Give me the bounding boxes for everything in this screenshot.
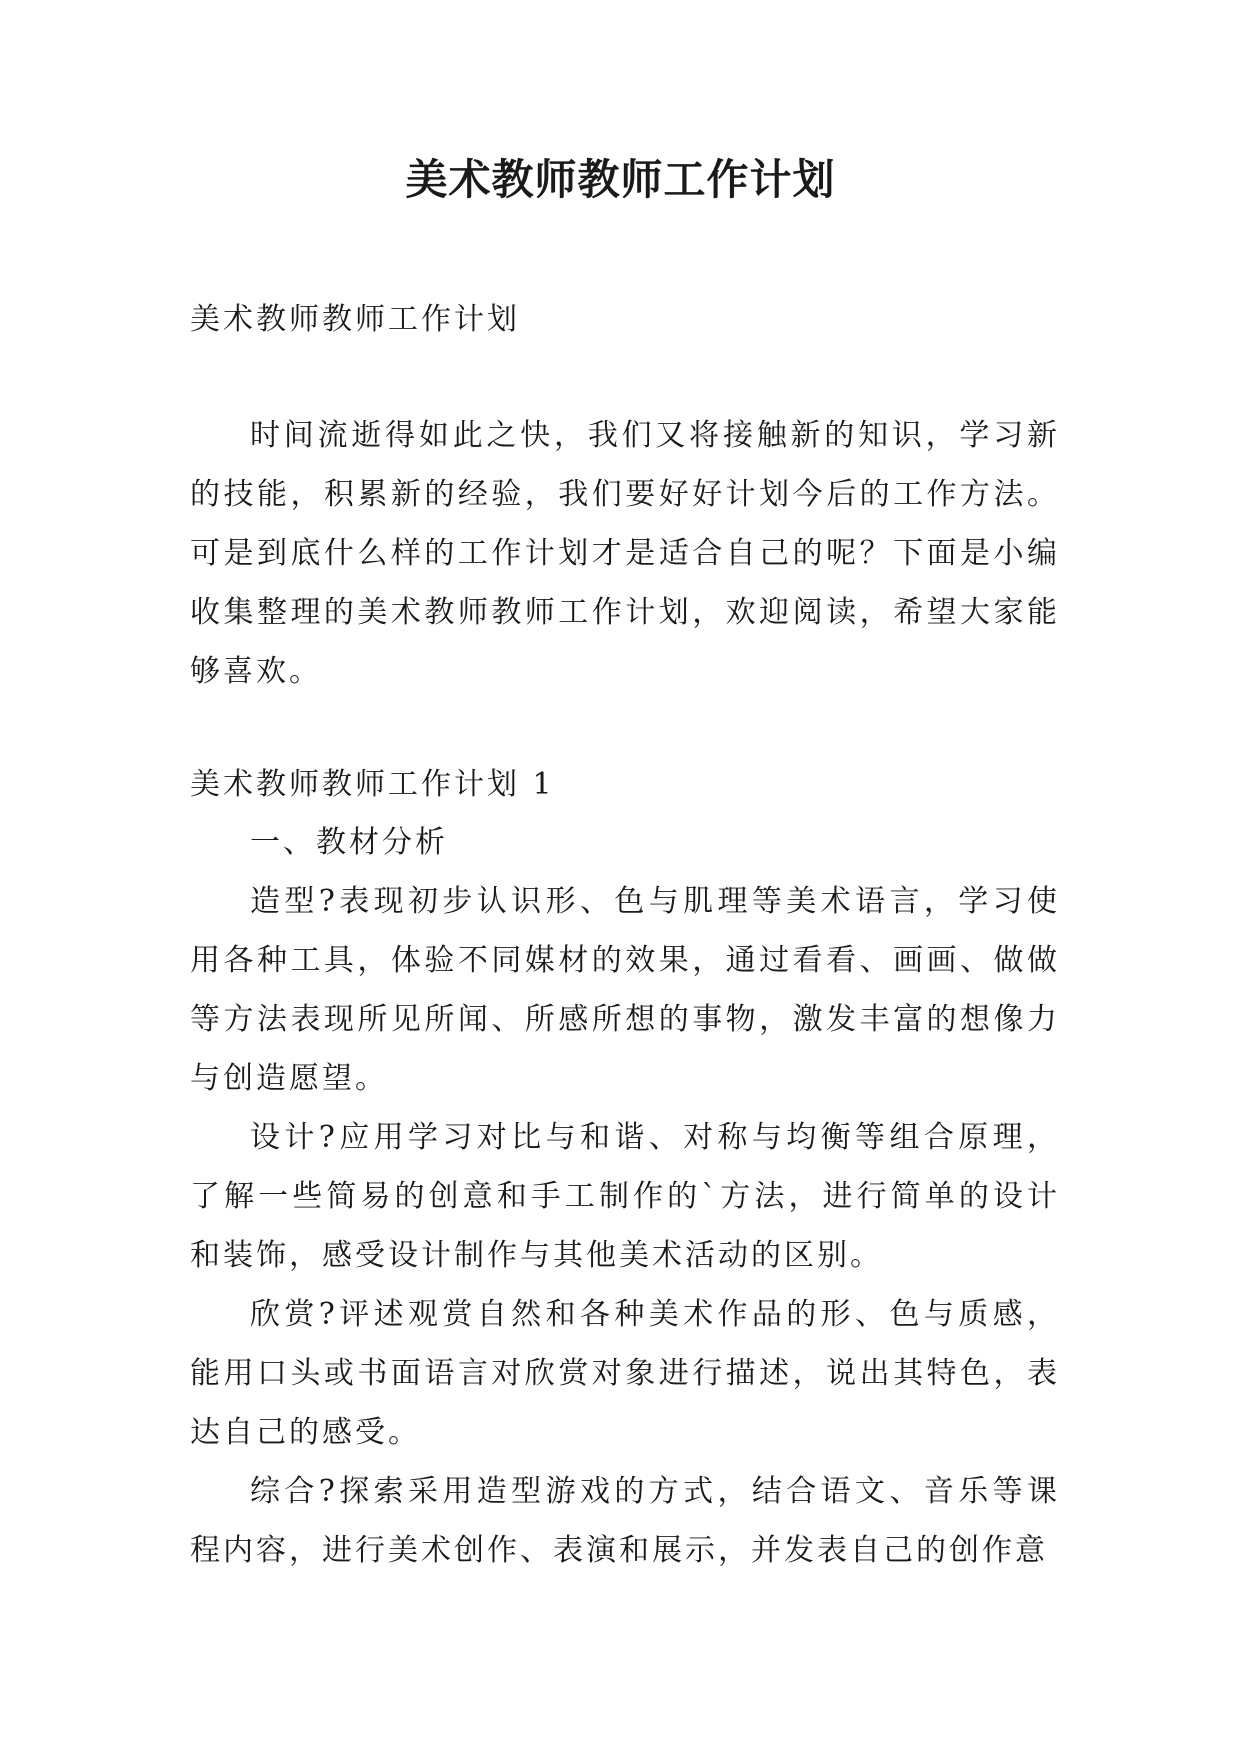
paragraph-comprehensive: 综合?探索采用造型游戏的方式，结合语文、音乐等课程内容，进行美术创作、表演和展示，并发表自己的创作意 xyxy=(190,1474,1060,1568)
paragraph-modeling: 造型?表现初步认识形、色与肌理等美术语言，学习使用各种工具，体验不同媒材的效果，通过看看、画画、做做等方法表现所见所闻、所感所想的事物，激发丰富的想像力与创造愿望。 xyxy=(190,884,1060,1096)
section-body xyxy=(190,813,1060,1580)
section-subheading: 一、教材分析 xyxy=(250,825,448,860)
document-title: 美术教师教师工作计划 xyxy=(405,155,836,204)
section-heading: 美术教师教师工作计划 1 xyxy=(190,767,555,802)
document-subtitle: 美术教师教师工作计划 xyxy=(190,302,520,337)
paragraph-design: 设计?应用学习对比与和谐、对称与均衡等组合原理，了解一些简易的创意和手工制作的`方法，进行简单的设计和装饰，感受设计制作与其他美术活动的区别。 xyxy=(190,1120,1060,1273)
intro-paragraph: 时间流逝得如此之快，我们又将接触新的知识，学习新的技能，积累新的经验，我们要好好计划今后的工作方法。可是到底什么样的工作计划才是适合自己的呢？下面是小编收集整理的美术教师教师工作计划，欢迎阅读，希望大家能够喜欢。 xyxy=(190,418,1060,689)
paragraph-appreciation: 欣赏?评述观赏自然和各种美术作品的形、色与质感，能用口头或书面语言对欣赏对象进行描述，说出其特色，表达自己的感受。 xyxy=(190,1297,1060,1450)
